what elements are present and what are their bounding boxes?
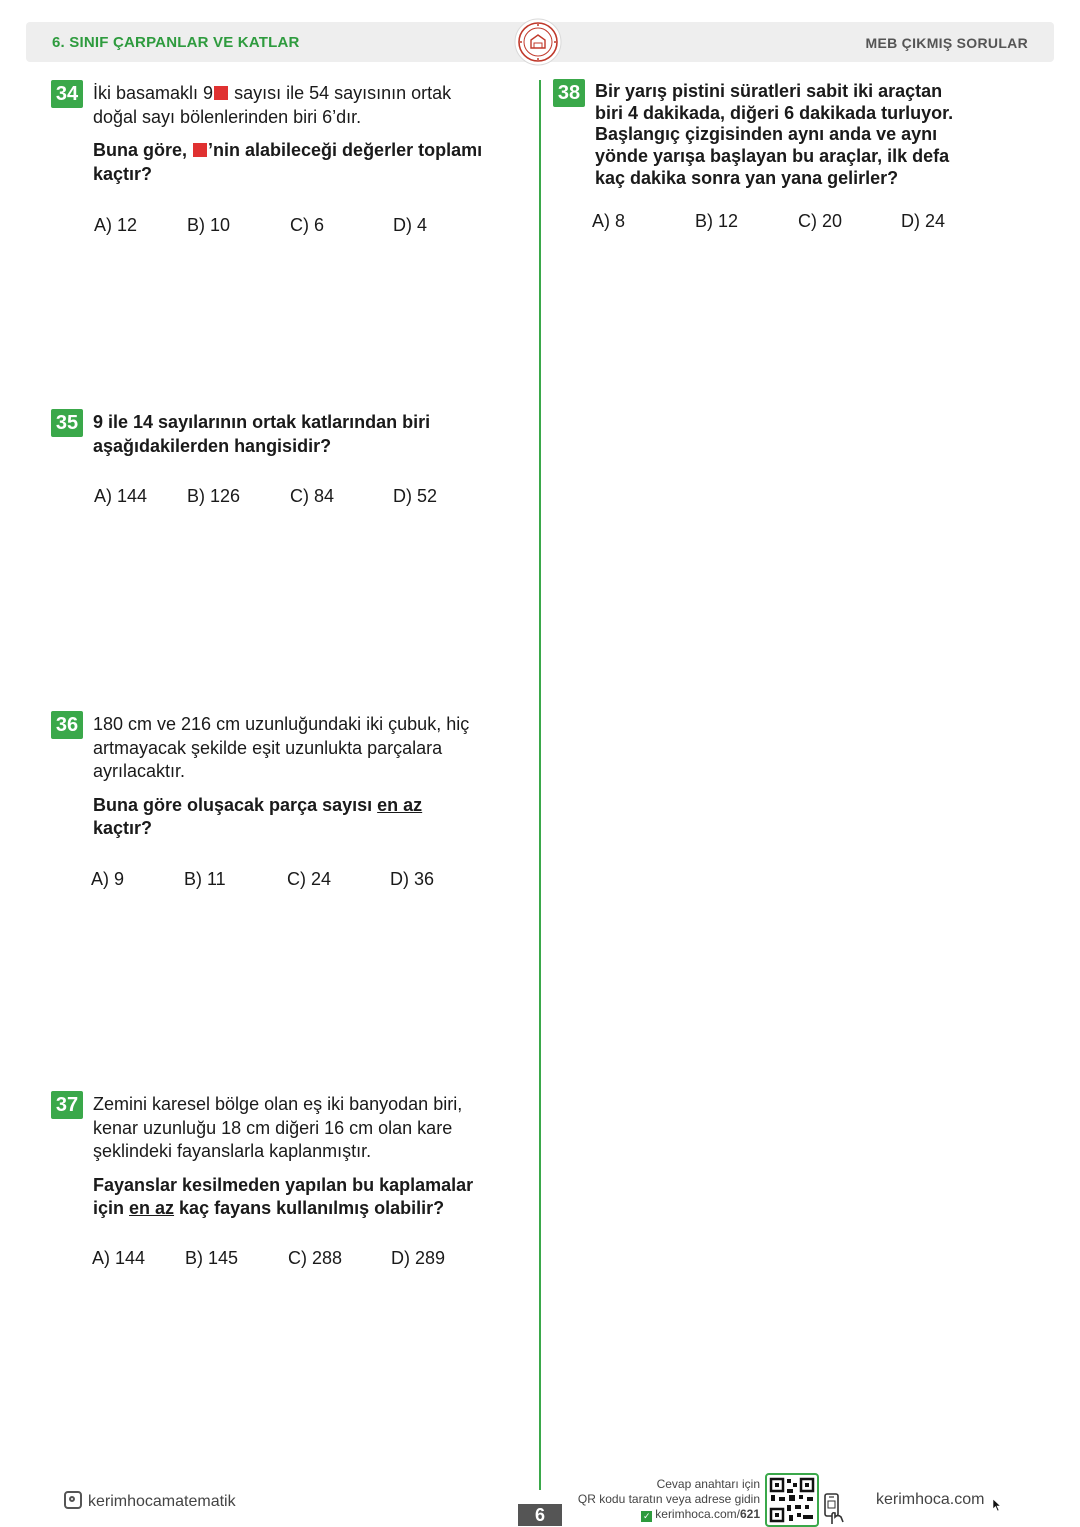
instagram-text: kerimhocamatematik [88, 1493, 236, 1510]
choice-d[interactable]: D) 36 [390, 869, 435, 889]
choice-b[interactable]: B) 126 [187, 486, 241, 506]
answer-key-info [578, 1477, 760, 1522]
choice-b[interactable]: B) 12 [695, 211, 739, 231]
question-number: 34 [51, 80, 83, 108]
choice-b[interactable]: B) 145 [185, 1248, 239, 1268]
mouse-cursor-icon [992, 1498, 1002, 1512]
question-body [595, 81, 975, 190]
choice-c[interactable]: C) 20 [798, 211, 843, 231]
header-title: 6. SINIF ÇARPANLAR VE KATLAR [52, 34, 300, 51]
choice-a[interactable]: A) 9 [91, 869, 125, 889]
question-prompt: 9 ile 14 sayılarının ortak katlarından biri aşağıdakilerden hangisidir? [93, 412, 431, 456]
instagram-handle[interactable] [64, 1491, 236, 1511]
choice-c[interactable]: C) 6 [290, 215, 325, 235]
prompt-text-b: kaçtır? [93, 818, 153, 838]
choice-c[interactable]: C) 84 [290, 486, 335, 506]
choice-a[interactable]: A) 8 [592, 211, 626, 231]
question-number: 38 [553, 79, 585, 107]
choice-a[interactable]: A) 144 [92, 1248, 146, 1268]
choice-a[interactable]: A) 12 [94, 215, 138, 235]
choice-d[interactable]: D) 24 [901, 211, 946, 231]
info-line-2: QR kodu taratın veya adrese gidin [577, 1492, 760, 1506]
prompt-underline: en az [377, 794, 423, 815]
question-prompt: Bir yarış pistini süratleri sabit iki araçtan biri 4 dakikada, diğeri 6 dakikada turluyor. Başlangıç çizgisinden aynı anda ve aynı yönde yarışa başlayan bu araçlar, ilk defa kaç dakika sonra yan yana gelirler? [595, 81, 954, 188]
instagram-icon [64, 1491, 82, 1509]
website-link[interactable]: kerimhoca.com [876, 1491, 985, 1508]
question-number: 36 [51, 711, 83, 739]
question-body [93, 411, 473, 458]
page-number: 6 [518, 1504, 562, 1526]
header-subtitle: MEB ÇIKMIŞ SORULAR [865, 35, 1028, 51]
choice-a[interactable]: A) 144 [94, 486, 148, 506]
prompt-text-b: kaç fayans kullanılmış olabilir? [174, 1198, 445, 1218]
question-prompt [93, 139, 483, 186]
choice-d[interactable]: D) 4 [393, 215, 428, 235]
question-stem: 180 cm ve 216 cm uzunluğundaki iki çubuk, hiç artmayacak şekilde eşit uzunlukta parçalara ayrılacaktır. [93, 714, 470, 781]
question-prompt [93, 794, 477, 841]
question-body [93, 713, 477, 841]
prompt-text-a: Buna göre, [93, 140, 193, 160]
qr-code-icon[interactable] [765, 1473, 819, 1527]
prompt-underline: en az [129, 1198, 175, 1218]
question-stem [93, 82, 483, 129]
square-marker-icon [193, 143, 207, 157]
stem-text-a: İki basamaklı 9 [93, 83, 214, 103]
meb-logo-icon [514, 18, 562, 66]
stem-text-b: sayısı ile 54 sayısının ortak doğal sayı bölenlerinden biri 6’dır. [93, 83, 452, 127]
question-number: 37 [51, 1091, 83, 1119]
choice-c[interactable]: C) 24 [287, 869, 332, 889]
info-url-number: 621 [739, 1507, 760, 1521]
check-icon: ✓ [642, 1511, 651, 1521]
choice-c[interactable]: C) 288 [288, 1248, 343, 1268]
choice-d[interactable]: D) 289 [391, 1248, 446, 1268]
question-number: 35 [51, 409, 83, 437]
prompt-text-a: Buna göre oluşacak parça sayısı [93, 794, 378, 815]
question-body [93, 82, 483, 186]
prompt-text-a: Fayanslar kesilmeden yapılan bu kaplamalar için [93, 1174, 474, 1218]
square-marker-icon [214, 86, 228, 100]
info-line-1: Cevap anahtarı için [656, 1477, 760, 1491]
column-divider [539, 80, 541, 1490]
phone-scan-icon [822, 1493, 846, 1525]
info-url[interactable] [578, 1507, 760, 1522]
question-prompt [93, 1174, 483, 1221]
choice-d[interactable]: D) 52 [393, 486, 438, 506]
choice-b[interactable]: B) 11 [184, 869, 226, 889]
choice-b[interactable]: B) 10 [187, 215, 231, 235]
prompt-text-b: ’nin alabileceği değerler toplamı kaçtır? [93, 140, 483, 184]
info-url-text: kerimhoca.com/ [655, 1507, 740, 1521]
question-stem: Zemini karesel bölge olan eş iki banyodan biri, kenar uzunluğu 18 cm diğeri 16 cm olan kare şeklindeki fayanslarla kaplanmıştır. [93, 1094, 463, 1161]
question-body [93, 1093, 483, 1221]
